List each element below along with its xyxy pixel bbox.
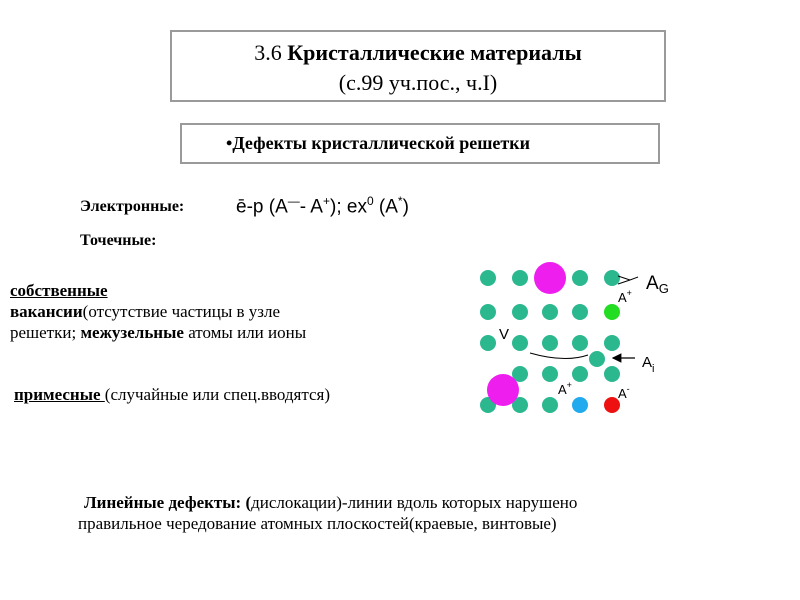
interstitial-bold: межузельные — [80, 323, 184, 342]
atom — [542, 366, 558, 382]
ag-arrow-shaft — [630, 277, 638, 280]
atom — [604, 335, 620, 351]
page-title — [172, 38, 664, 68]
section-box — [180, 123, 660, 164]
label-aminus — [618, 384, 630, 401]
own-heading: собственные — [10, 281, 108, 300]
label-ag-main: A — [646, 273, 659, 294]
formula-part-d: (A — [373, 196, 398, 218]
label-ai — [642, 354, 654, 375]
electronic-label: Электронные: — [80, 198, 185, 215]
interstitial-atom — [589, 351, 605, 367]
atom — [572, 366, 588, 382]
point-label: Точечные: — [80, 232, 157, 249]
vacancies-line — [10, 301, 450, 322]
label-aplus-bottom-sup: + — [566, 380, 572, 390]
own-defects-block — [10, 280, 450, 343]
atom — [480, 270, 496, 286]
title-box — [170, 30, 666, 102]
interstitial-b: атомы или ионы — [183, 323, 307, 342]
interstitial-a: решетки; — [10, 323, 81, 342]
migration-path-icon — [530, 353, 588, 359]
linear-defects-block — [78, 492, 764, 534]
formula-sup-zero: 0 — [366, 194, 374, 208]
label-ag-sub: G — [658, 281, 669, 296]
impurity-atom — [604, 304, 620, 320]
formula-sup-plus: + — [322, 194, 330, 208]
linear-rest: дислокации)-линии вдоль которых нарушено — [251, 493, 578, 512]
electronic-formula — [236, 194, 409, 218]
atom — [604, 366, 620, 382]
label-vacancy: V — [499, 326, 510, 343]
formula-part-c: ); ex — [330, 196, 367, 218]
linear-line1 — [84, 492, 764, 513]
formula-part-b: - A — [299, 196, 323, 218]
impurity-rest: (случайные или спец.вводятся) — [104, 385, 331, 404]
ag-arrow — [618, 280, 630, 284]
lattice-diagram — [470, 255, 680, 425]
title-subtitle: (с.99 уч.пос., ч.I) — [338, 70, 498, 95]
formula-sup-star: * — [397, 194, 403, 208]
label-aplus-bottom-main: A — [558, 382, 567, 397]
label-ag — [646, 273, 669, 296]
atom — [572, 270, 588, 286]
atom — [512, 335, 528, 351]
interstitial-line — [10, 322, 450, 343]
label-ai-sub: i — [652, 363, 655, 375]
formula-sup-minus: — — [287, 194, 300, 208]
vacancies-bold: вакансии — [10, 302, 83, 321]
cation-atom — [572, 397, 588, 413]
vacancies-rest: (отсутствие частицы в узле — [82, 302, 281, 321]
label-aplus-bottom — [558, 380, 572, 397]
substitutional-impurity-atom — [534, 262, 566, 294]
label-aminus-sup: - — [626, 384, 630, 394]
title-number: 3.6 — [254, 40, 282, 65]
linear-line2: правильное чередование атомных плоскостей(краевые, винтовые) — [78, 514, 557, 533]
title-main: Кристаллические материалы — [287, 40, 582, 65]
label-ai-main: A — [642, 354, 653, 371]
atom — [542, 335, 558, 351]
linear-bold: Линейные дефекты: ( — [84, 493, 252, 512]
section-text: Дефекты кристаллической решетки — [232, 133, 530, 153]
bullet: • — [226, 133, 233, 153]
formula-part-e: ) — [402, 196, 409, 218]
label-aminus-main: A — [618, 386, 627, 401]
atom — [480, 335, 496, 351]
label-aplus-top-main: A — [618, 290, 627, 305]
label-aplus-top-sup: + — [626, 288, 632, 298]
impurity-heading: примесные — [14, 385, 105, 404]
atom — [572, 335, 588, 351]
formula-part-a: ē-p (A — [236, 196, 288, 218]
section-heading — [182, 125, 658, 162]
impurity-line — [14, 384, 330, 405]
label-aplus-top — [618, 288, 632, 305]
atom — [542, 304, 558, 320]
atom — [480, 304, 496, 320]
atom — [512, 304, 528, 320]
atom — [512, 270, 528, 286]
atom — [604, 270, 620, 286]
atom — [572, 304, 588, 320]
atom — [542, 397, 558, 413]
substitutional-impurity-atom — [487, 374, 519, 406]
